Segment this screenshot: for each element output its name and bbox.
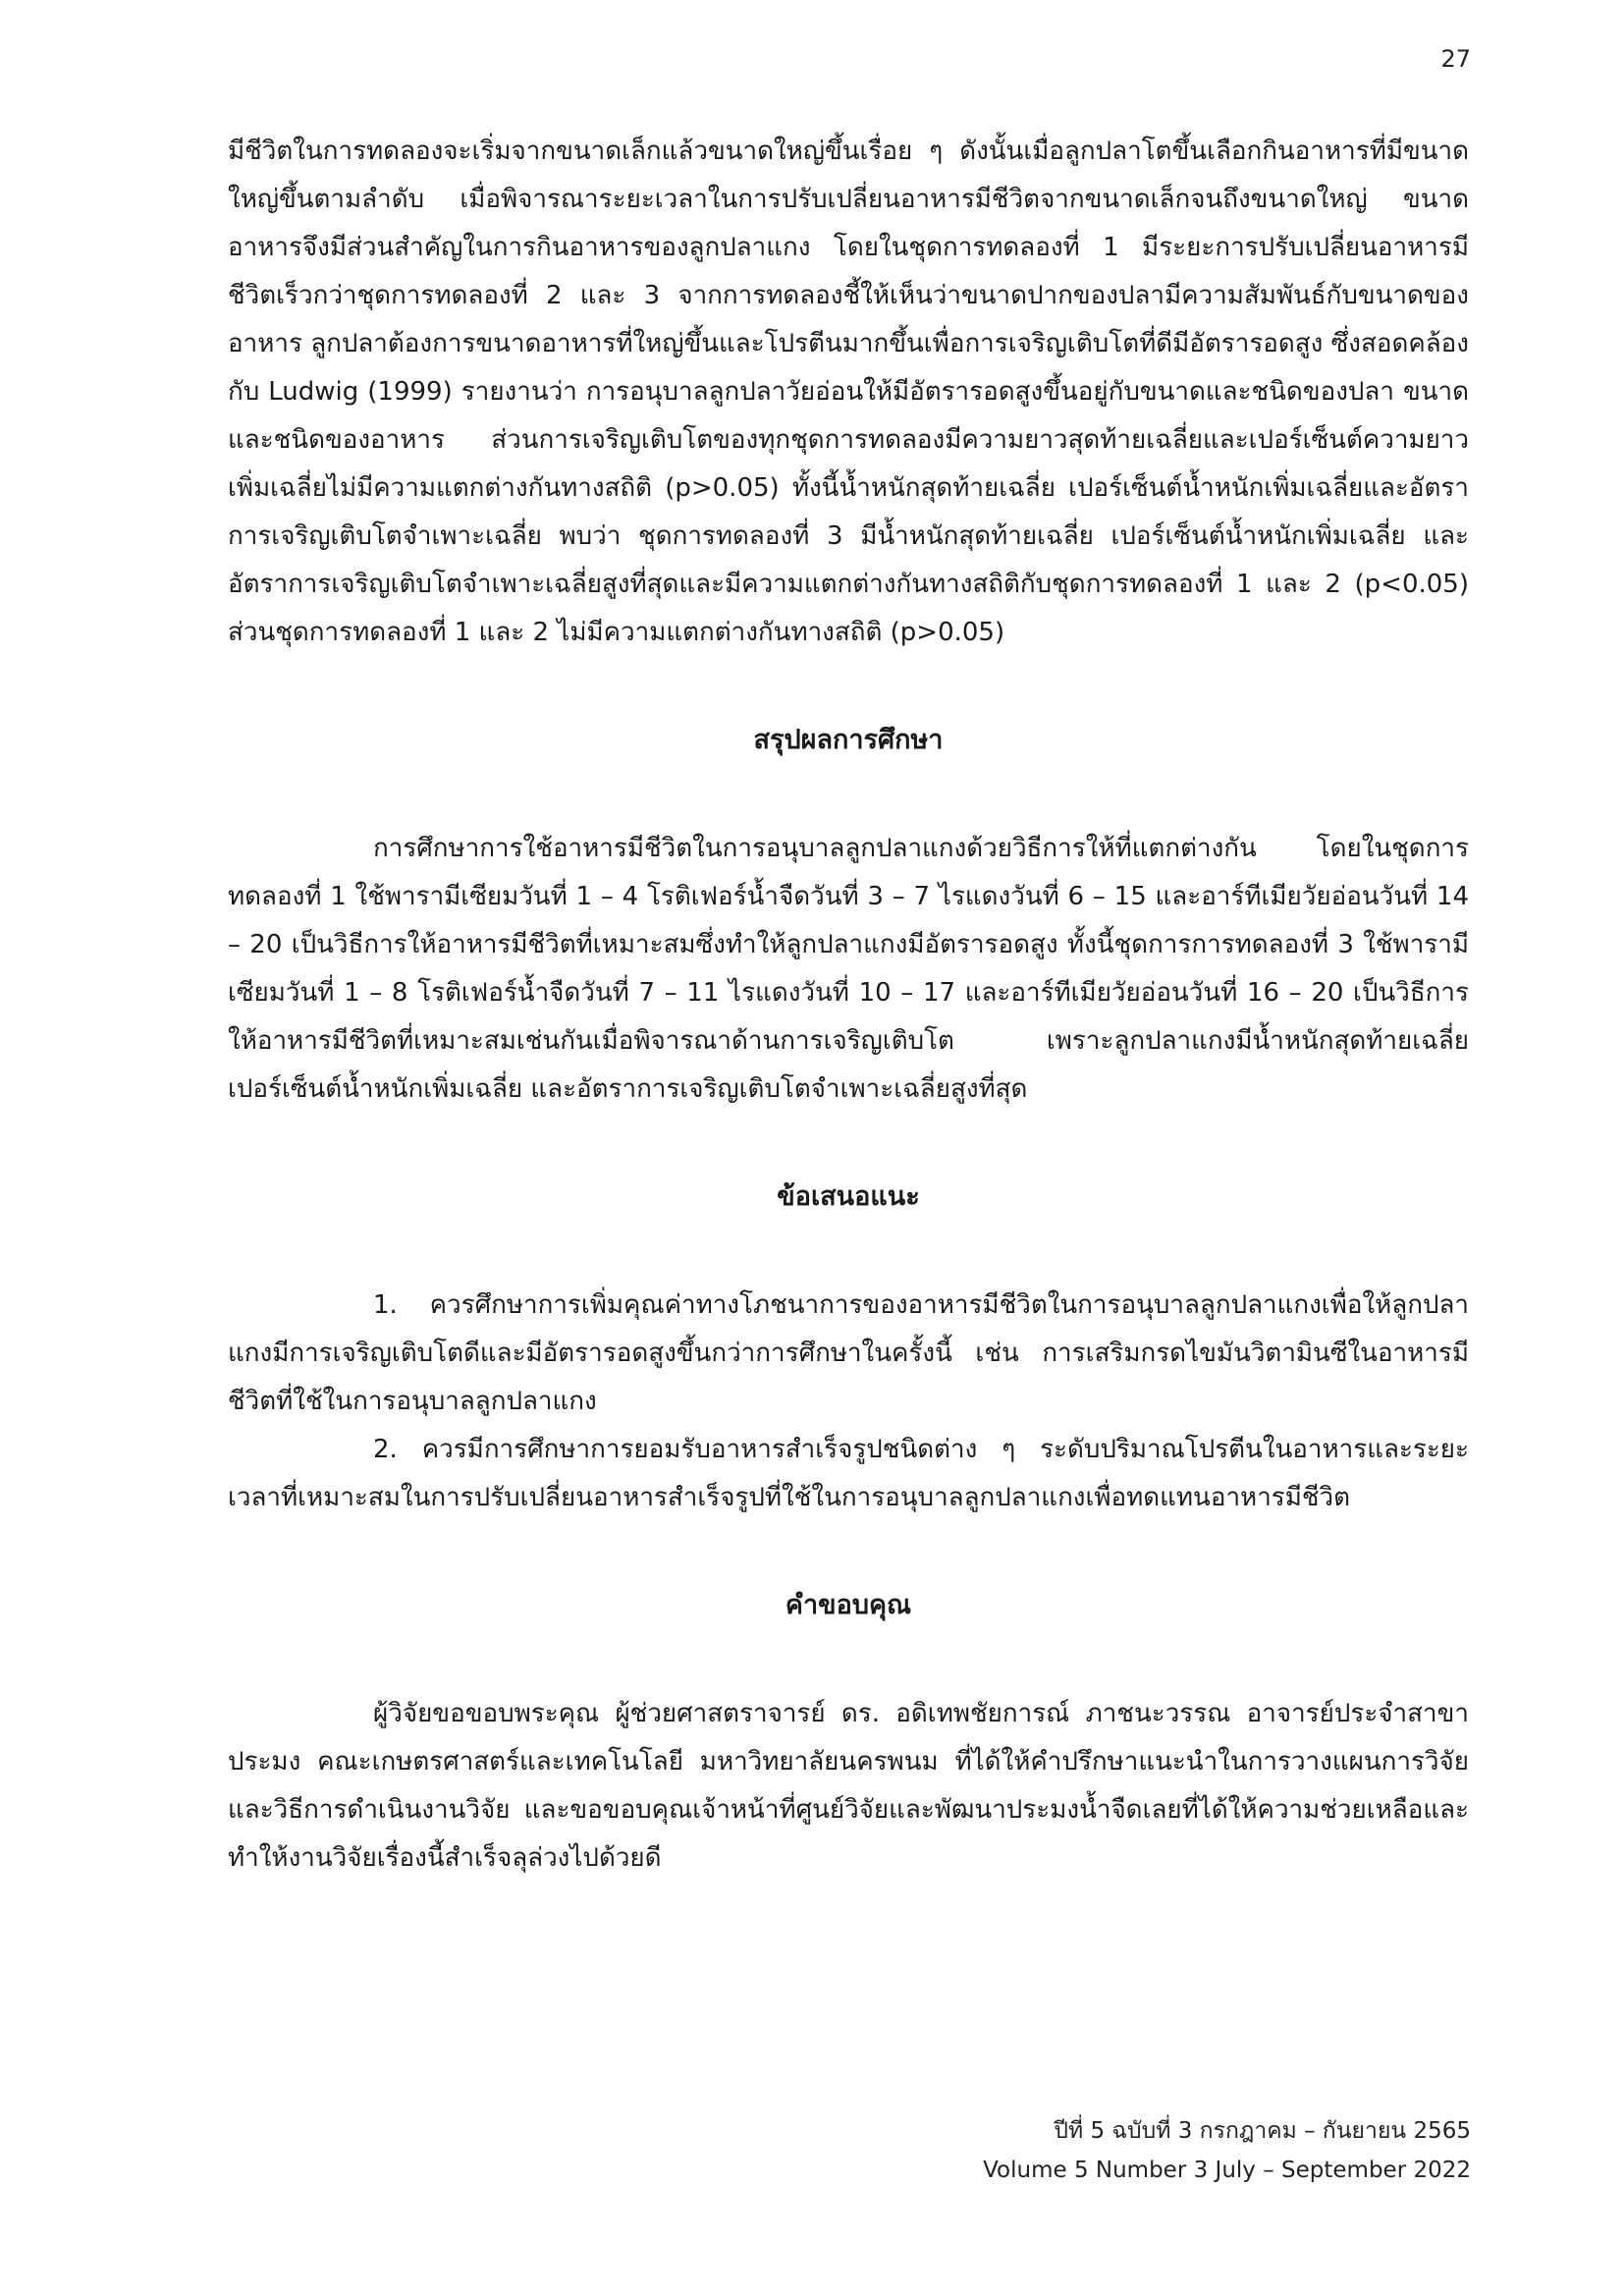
conclusion-paragraph: การศึกษาการใช้อาหารมีชีวิตในการอนุบาลลูกปลาแกงด้วยวิธีการให้ที่แตกต่างกัน โดยในชุดการทดลองที่ 1 ใช้พารามีเซียมวันที่ 1 – 4 โรติเฟอร์น้ำจืดวันที่ 3 – 7 ไรแดงวันที่ 6 – 15 และอาร์ทีเมียวัยอ่อนวันที่ 14 – 20 เป็นวิธีการให้อาหารมีชีวิตที่เหมาะสมซึ่งทำให้ลูกปลาแกงมีอัตรารอดสูง ทั้งนี้ชุดการการทดลองที่ 3 ใช้พารามีเซียมวันที่ 1 – 8 โรติเฟอร์น้ำจืดวันที่ 7 – 11 ไรแดงวันที่ 10 – 17 และอาร์ทีเมียวัยอ่อนวันที่ 16 – 20 เป็นวิธีการให้อาหารมีชีวิตที่เหมาะสมเช่นกันเมื่อพิจารณาด้านการเจริญเติบโต เพราะลูกปลาแกงมีน้ำหนักสุดท้ายเฉลี่ย เปอร์เซ็นต์น้ำหนักเพิ่มเฉลี่ย และอัตราการเจริญเติบโตจำเพาะเฉลี่ยสูงที่สุด bbox=[228, 834, 1469, 1104]
recommendation-item-2: 2. ควรมีการศึกษาการยอมรับอาหารสำเร็จรูปชนิดต่าง ๆ ระดับปริมาณโปรตีนในอาหารและระยะเวลาที่เหมาะสมในการปรับเปลี่ยนอาหารสำเร็จรูปที่ใช้ในการอนุบาลลูกปลาแกงเพื่อทดแทนอาหารมีชีวิต bbox=[228, 1435, 1469, 1512]
page-body bbox=[228, 128, 1469, 1883]
journal-footer bbox=[983, 2111, 1471, 2190]
page-number: 27 bbox=[1440, 45, 1471, 73]
footer-english-issue: Volume 5 Number 3 July – September 2022 bbox=[983, 2158, 1471, 2183]
acknowledgement-heading: คำขอบคุณ bbox=[785, 1590, 912, 1620]
acknowledgement-paragraph: ผู้วิจัยขอขอบพระคุณ ผู้ช่วยศาสตราจารย์ ดร. อดิเทพชัยการณ์ ภาชนะวรรณ อาจารย์ประจำสาขาประมง คณะเกษตรศาสตร์และเทคโนโลยี มหาวิทยาลัยนครพนม ที่ได้ให้คำปรึกษาแนะนำในการวางแผนการวิจัย และวิธีการดำเนินงานวิจัย และขอขอบคุณเจ้าหน้าที่ศูนย์วิจัยและพัฒนาประมงน้ำจืดเลยที่ได้ให้ความช่วยเหลือและทำให้งานวิจัยเรื่องนี้สำเร็จลุล่วงไปด้วยดี bbox=[228, 1699, 1469, 1873]
footer-thai-issue: ปีที่ 5 ฉบับที่ 3 กรกฎาคม – กันยายน 2565 bbox=[1054, 2118, 1471, 2144]
conclusion-heading: สรุปผลการศึกษา bbox=[753, 725, 944, 755]
recommendations-heading: ข้อเสนอแนะ bbox=[777, 1181, 920, 1212]
discussion-paragraph: มีชีวิตในการทดลองจะเริ่มจากขนาดเล็กแล้วขนาดใหญ่ขึ้นเรื่อย ๆ ดังนั้นเมื่อลูกปลาโตขึ้นเลือกกินอาหารที่มีขนาดใหญ่ขึ้นตามลำดับ เมื่อพิจารณาระยะเวลาในการปรับเปลี่ยนอาหารมีชีวิตจากขนาดเล็กจนถึงขนาดใหญ่ ขนาดอาหารจึงมีส่วนสำคัญในการกินอาหารของลูกปลาแกง โดยในชุดการทดลองที่ 1 มีระยะการปรับเปลี่ยนอาหารมีชีวิตเร็วกว่าชุดการทดลองที่ 2 และ 3 จากการทดลองชี้ให้เห็นว่าขนาดปากของปลามีความสัมพันธ์กับขนาดของอาหาร ลูกปลาต้องการขนาดอาหารที่ใหญ่ขึ้นและโปรตีนมากขึ้นเพื่อการเจริญเติบโตที่ดีมีอัตรารอดสูง ซึ่งสอดคล้องกับ Ludwig (1999) รายงานว่า การอนุบาลลูกปลาวัยอ่อนให้มีอัตรารอดสูงขึ้นอยู่กับขนาดและชนิดของปลา ขนาดและชนิดของอาหาร ส่วนการเจริญเติบโตของทุกชุดการทดลองมีความยาวสุดท้ายเฉลี่ยและเปอร์เซ็นต์ความยาวเพิ่มเฉลี่ยไม่มีความแตกต่างกันทางสถิติ (p>0.05) ทั้งนี้น้ำหนักสุดท้ายเฉลี่ย เปอร์เซ็นต์น้ำหนักเพิ่มเฉลี่ยและอัตราการเจริญเติบโตจำเพาะเฉลี่ย พบว่า ชุดการทดลองที่ 3 มีน้ำหนักสุดท้ายเฉลี่ย เปอร์เซ็นต์น้ำหนักเพิ่มเฉลี่ย และอัตราการเจริญเติบโตจำเพาะเฉลี่ยสูงที่สุดและมีความแตกต่างกันทางสถิติกับชุดการทดลองที่ 1 และ 2 (p<0.05) ส่วนชุดการทดลองที่ 1 และ 2 ไม่มีความแตกต่างกันทางสถิติ (p>0.05) bbox=[228, 137, 1469, 647]
recommendation-item-1: 1. ควรศึกษาการเพิ่มคุณค่าทางโภชนาการของอาหารมีชีวิตในการอนุบาลลูกปลาแกงเพื่อให้ลูกปลาแกงมีการเจริญเติบโตดีและมีอัตรารอดสูงขึ้นกว่าการศึกษาในครั้งนี้ เช่น การเสริมกรดไขมันวิตามินซีในอาหารมีชีวิตที่ใช้ในการอนุบาลลูกปลาแกง bbox=[228, 1290, 1469, 1416]
